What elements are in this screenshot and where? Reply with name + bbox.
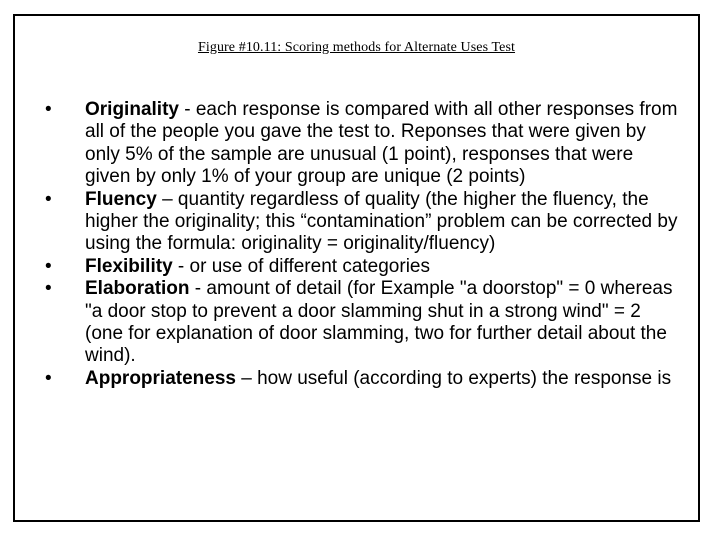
bullet-icon: • — [45, 255, 52, 277]
bullet-icon: • — [45, 278, 52, 300]
term-elaboration: Elaboration — [85, 278, 190, 300]
slide-frame — [13, 14, 700, 522]
term-originality: Originality — [85, 99, 179, 120]
term-fluency: Fluency — [85, 188, 157, 210]
description-originality: - each response is compared with all other responses from all of the people you gave the test to. Reponses that were given by only 5% of the sample are unusual (1 point), responses that were given by only 1% of your group are unique (2 points) — [85, 99, 678, 188]
description-fluency: – quantity regardless of quality (the higher the fluency, the higher the originality; this “contamination” problem can be corrected by using the formula: originality = originality/fluency) — [85, 188, 678, 255]
bullet-icon: • — [45, 188, 52, 210]
list-item-fluency — [41, 189, 681, 256]
description-appropriateness: – how useful (according to experts) the response is — [235, 367, 672, 389]
description-elaboration: - amount of detail (for Example "a doorstop" = 0 whereas "a door stop to prevent a door slamming shut in a strong wind" = 2 (one for explanation of door slamming, two for further detail about the wind). — [85, 278, 673, 367]
term-appropriateness: Appropriateness — [85, 367, 236, 389]
bullet-icon: • — [45, 99, 52, 120]
list-item-elaboration — [41, 278, 681, 368]
figure-caption: Figure #10.11: Scoring methods for Alternate Uses Test — [197, 40, 516, 55]
list-item-flexibility — [41, 256, 681, 278]
bullet-icon: • — [45, 367, 52, 389]
description-flexibility: - or use of different categories — [172, 255, 430, 277]
scoring-methods-list — [41, 99, 681, 390]
term-flexibility: Flexibility — [85, 255, 173, 277]
list-item-appropriateness — [41, 368, 681, 390]
list-item-originality — [41, 99, 681, 189]
